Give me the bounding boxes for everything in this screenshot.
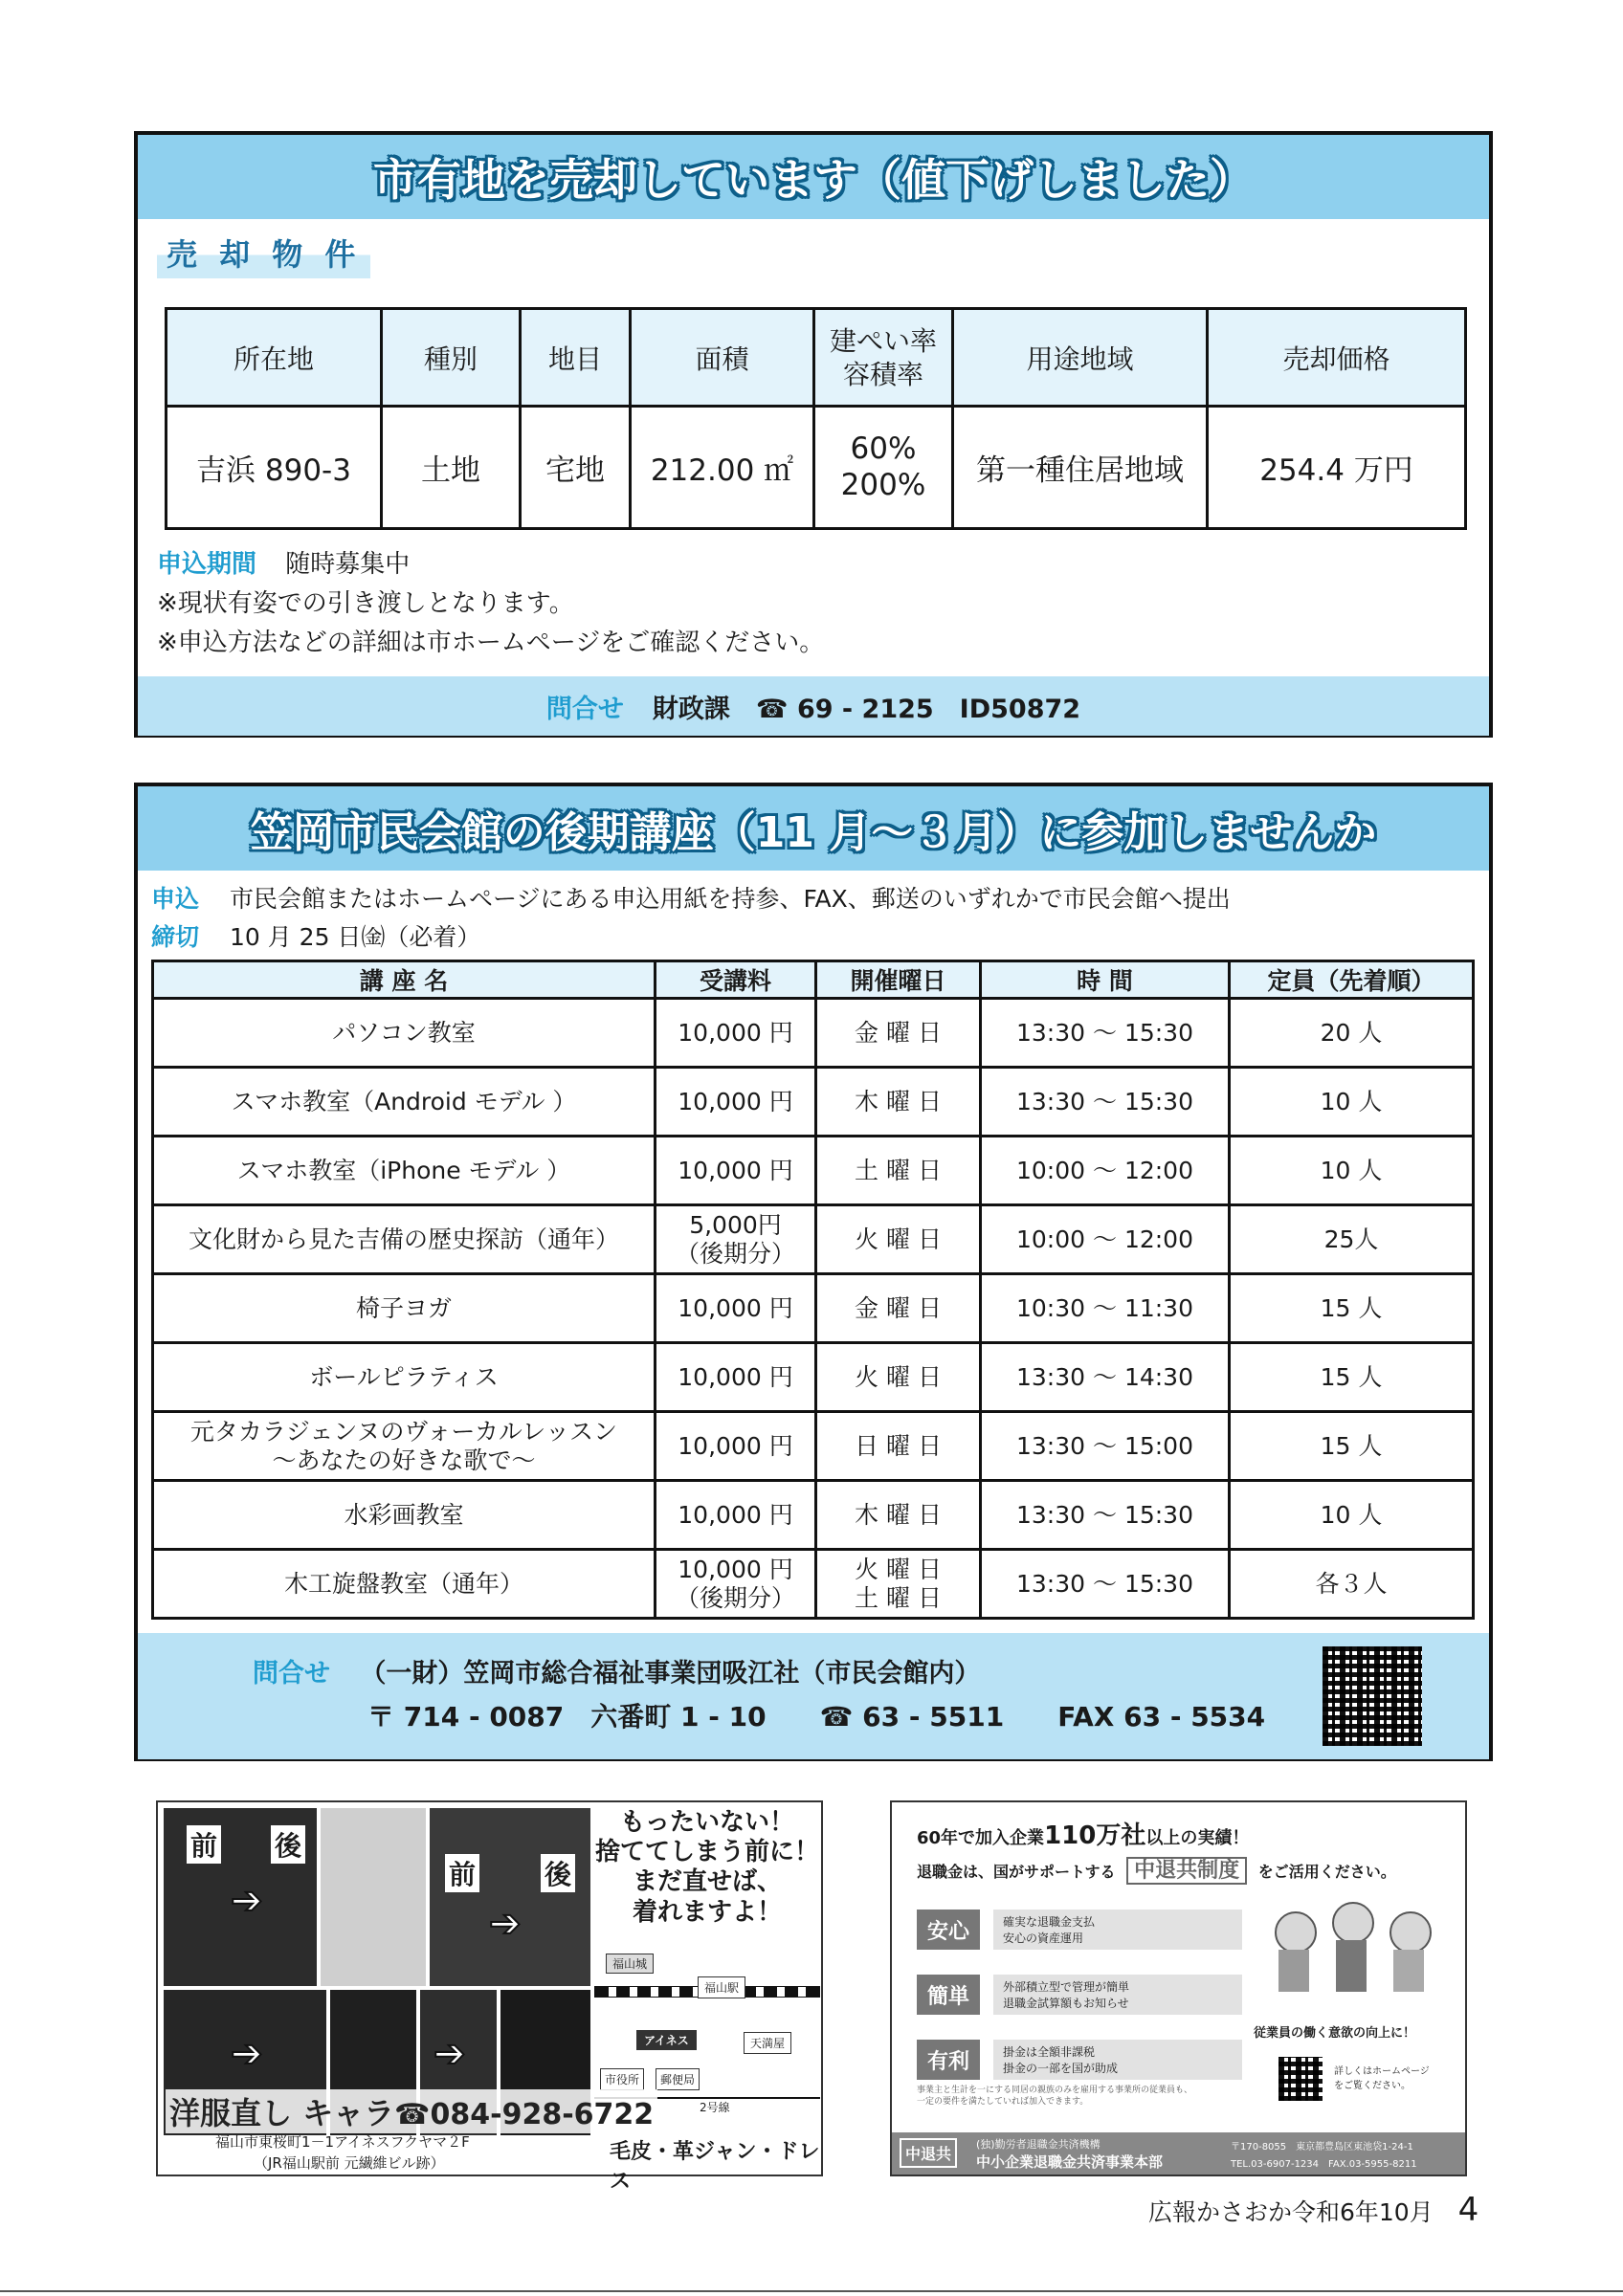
- benefit-text: 確実な退職金支払 安心の資産運用: [993, 1910, 1242, 1950]
- cell-fee: 10,000 円: [656, 1137, 816, 1205]
- bottom-rule: [0, 2290, 1623, 2292]
- arrow-right-icon: ➔: [231, 1879, 263, 1923]
- cell-capacity: 各３人: [1230, 1550, 1474, 1619]
- cell-course-name: 椅子ヨガ: [153, 1274, 656, 1343]
- benefit-label: 簡単: [917, 1975, 980, 2015]
- cell-day: 火 曜 日: [816, 1205, 981, 1274]
- header-day: 開催曜日: [816, 961, 981, 999]
- org-address: 〒170-8055 東京都豊島区東池袋1-24-1: [1231, 2142, 1413, 2152]
- table-row: [153, 1068, 1474, 1137]
- motivation-text: 従業員の働く意欲の向上に！: [1254, 2026, 1416, 2041]
- shop-products: 毛皮・革ジャン・ドレス: [610, 2140, 820, 2194]
- hp-note: 詳しくはホームページ をご覧ください。: [1334, 2066, 1430, 2091]
- header-course-name: 講 座 名: [153, 961, 656, 999]
- cell-land-category: 宅地: [521, 407, 631, 529]
- sub-brand: 中退共制度: [1126, 1857, 1247, 1885]
- cell-course-name: 文化財から見た吉備の歴史探訪（通年）: [153, 1205, 656, 1274]
- property-table: [165, 307, 1467, 530]
- page-number: 4: [1457, 2191, 1479, 2229]
- cell-course-name: スマホ教室（Android モデル ）: [153, 1068, 656, 1137]
- cell-coverage-ratio: 60% 200%: [814, 407, 953, 529]
- cell-time: 13:30 ～ 14:30: [981, 1343, 1230, 1412]
- cell-capacity: 15 人: [1230, 1412, 1474, 1481]
- shop-name-line: [166, 2089, 657, 2133]
- cell-capacity: 10 人: [1230, 1481, 1474, 1550]
- shop-address: 福山市東桜町1－1アイネスフクヤマ２F: [215, 2133, 470, 2151]
- cell-day: 木 曜 日: [816, 1068, 981, 1137]
- table-row: [153, 1343, 1474, 1412]
- contact-label: 問合せ: [545, 694, 624, 724]
- header-time: 時 間: [981, 961, 1230, 999]
- org-line2: 中小企業退職金共済事業本部: [976, 2153, 1164, 2171]
- header-zoning: 用途地域: [953, 309, 1208, 407]
- sub-post: をご活用ください。: [1257, 1863, 1396, 1881]
- fine-print: 事業主と生計を一にする同居の親族のみを雇用する事業所の従業員も、 一定の要件を満たしていれば加入できます。: [917, 2086, 1193, 2107]
- cell-time: 10:30 ～ 11:30: [981, 1274, 1230, 1343]
- apply-text: 市民会館またはホームページにある申込用紙を持参、FAX、郵送のいずれかで市民会館へ提出: [229, 885, 1231, 913]
- map-shop: アイネス: [636, 2030, 697, 2050]
- cell-course-name: 元タカラジェンヌのヴォーカルレッスン ～あなたの好きな歌で～: [153, 1412, 656, 1481]
- header-land-category: 地目: [521, 309, 631, 407]
- header-type: 種別: [382, 309, 521, 407]
- sub-pre: 退職金は、国がサポートする: [917, 1863, 1116, 1881]
- course-title: 笠岡市民会館の後期講座（11 月～３月）に参加しませんか: [138, 786, 1489, 871]
- cell-capacity: 15 人: [1230, 1343, 1474, 1412]
- logo-chutaikyo: 中退共: [900, 2138, 957, 2168]
- headline-post: 以上の実績！: [1145, 1828, 1250, 1848]
- cell-fee: 10,000 円: [656, 1481, 816, 1550]
- cell-course-name: 水彩画教室: [153, 1481, 656, 1550]
- qr-code-icon: [1323, 1646, 1422, 1746]
- cell-capacity: 10 人: [1230, 1137, 1474, 1205]
- headline-num: 110万社: [1044, 1821, 1146, 1850]
- cell-time: 13:30 ～ 15:30: [981, 1550, 1230, 1619]
- benefit-text: 掛金は全額非課税 掛金の一部を国が助成: [993, 2040, 1242, 2080]
- cell-day: 火 曜 日 土 曜 日: [816, 1550, 981, 1619]
- application-period: [157, 544, 410, 580]
- cell-day: 金 曜 日: [816, 1274, 981, 1343]
- cell-course-name: パソコン教室: [153, 999, 656, 1068]
- cell-fee: 10,000 円: [656, 1412, 816, 1481]
- cell-time: 13:30 ～ 15:30: [981, 1068, 1230, 1137]
- label-before-2: 前: [445, 1854, 479, 1892]
- header-price: 売却価格: [1208, 309, 1466, 407]
- benefit-text: 外部積立型で管理が簡単 退職金試算額もお知らせ: [993, 1975, 1242, 2015]
- cell-day: 金 曜 日: [816, 999, 981, 1068]
- slogan-line4: 着れますよ！: [632, 1897, 782, 1927]
- map-tenmaya: 天満屋: [744, 2032, 791, 2054]
- benefit-label: 有利: [917, 2040, 980, 2080]
- land-sale-title: 市有地を売却しています（値下げしました）: [138, 135, 1489, 219]
- cell-time: 13:30 ～ 15:30: [981, 999, 1230, 1068]
- cell-area: 212.00 ㎡: [631, 407, 814, 529]
- photo-dress: [321, 1808, 426, 1986]
- cell-fee: 10,000 円: [656, 1343, 816, 1412]
- cell-course-name: ボールピラティス: [153, 1343, 656, 1412]
- period-value: 随時募集中: [285, 550, 411, 579]
- cell-capacity: 15 人: [1230, 1274, 1474, 1343]
- cell-fee: 10,000 円: [656, 999, 816, 1068]
- table-row: [153, 1274, 1474, 1343]
- shop-phone: ☎084-928-6722: [394, 2098, 655, 2131]
- slogan-line3: まだ直せば、: [632, 1867, 782, 1897]
- cell-fee: 10,000 円: [656, 1068, 816, 1137]
- deadline-label: 締切: [151, 923, 200, 951]
- shop-name: 洋服直し キャラ: [169, 2095, 395, 2131]
- cell-day: 木 曜 日: [816, 1481, 981, 1550]
- org-line1: (独)勤労者退職金共済機構: [976, 2138, 1101, 2151]
- cell-course-name: スマホ教室（iPhone モデル ）: [153, 1137, 656, 1205]
- arrow-right-icon: ➔: [231, 2032, 263, 2076]
- course-contact: [138, 1633, 1489, 1759]
- header-capacity: 定員（先着順）: [1230, 961, 1474, 999]
- cell-fee: 5,000円 （後期分）: [656, 1205, 816, 1274]
- slogan-line1: もったいない！: [619, 1808, 794, 1837]
- table-row: [153, 1550, 1474, 1619]
- land-sale-contact: [138, 676, 1489, 736]
- table-row: [153, 1205, 1474, 1274]
- qr-code-icon: [1278, 2057, 1323, 2101]
- cell-course-name: 木工旋盤教室（通年）: [153, 1550, 656, 1619]
- ad2-headline: [917, 1816, 1249, 1851]
- tailoring-ad: [156, 1800, 823, 2194]
- slogan-line2: 捨ててしまう前に！: [594, 1838, 819, 1867]
- header-area: 面積: [631, 309, 814, 407]
- note-as-is: ※現状有姿での引き渡しとなります。: [157, 589, 574, 618]
- map-castle: 福山城: [606, 1954, 654, 1974]
- contact-text: 財政課 ☎ 69 - 2125 ID50872: [652, 694, 1081, 724]
- photo-jacket: [430, 1808, 590, 1986]
- cell-time: 10:00 ～ 12:00: [981, 1137, 1230, 1205]
- cell-time: 10:00 ～ 12:00: [981, 1205, 1230, 1274]
- org-tel-fax: TEL.03-6907-1234 FAX.03-5955-8211: [1231, 2159, 1417, 2170]
- map-post-office: 郵便局: [656, 2068, 700, 2090]
- cell-fee: 10,000 円 （後期分）: [656, 1550, 816, 1619]
- header-coverage-ratio: 建ぺい率 容積率: [814, 309, 953, 407]
- period-label: 申込期間: [157, 550, 257, 579]
- course-section: [134, 783, 1493, 1761]
- cell-time: 13:30 ～ 15:00: [981, 1412, 1230, 1481]
- course-contact-label: 問合せ: [253, 1659, 330, 1689]
- slogan: [594, 1808, 820, 1928]
- label-before: 前: [187, 1825, 221, 1864]
- publication-name: 広報かさおか令和6年10月: [1148, 2198, 1434, 2226]
- note-details: ※申込方法などの詳細は市ホームページをご確認ください。: [157, 629, 825, 657]
- table-row: [153, 1481, 1474, 1550]
- cell-price: 254.4 万円: [1208, 407, 1466, 529]
- publication-footer: [1148, 2191, 1478, 2229]
- arrow-right-icon: ➔: [434, 2032, 466, 2076]
- map-station: 福山駅: [698, 1976, 745, 1998]
- cell-time: 13:30 ～ 15:30: [981, 1481, 1230, 1550]
- cell-capacity: 25人: [1230, 1205, 1474, 1274]
- cell-capacity: 20 人: [1230, 999, 1474, 1068]
- arrow-right-icon: ➔: [489, 1902, 522, 1946]
- cell-fee: 10,000 円: [656, 1274, 816, 1343]
- mascot-characters-icon: [1265, 1902, 1437, 1998]
- ad2-sub: [917, 1854, 1396, 1884]
- table-row: [153, 1412, 1474, 1481]
- header-location: 所在地: [167, 309, 382, 407]
- label-after-2: 後: [541, 1854, 575, 1892]
- land-sale-subtitle: 売 却 物 件: [157, 227, 370, 278]
- header-fee: 受講料: [656, 961, 816, 999]
- map-route: 2号線: [700, 2101, 730, 2114]
- course-contact-line1: （一財）笠岡市総合福祉事業団吸江社（市民会館内）: [360, 1659, 981, 1689]
- apply-line: [151, 880, 1231, 915]
- benefit-label: 安心: [917, 1910, 980, 1950]
- table-row: [153, 999, 1474, 1068]
- ad2-footer: [892, 2132, 1465, 2175]
- cell-capacity: 10 人: [1230, 1068, 1474, 1137]
- cell-day: 火 曜 日: [816, 1343, 981, 1412]
- cell-day: 日 曜 日: [816, 1412, 981, 1481]
- cell-zoning: 第一種住居地域: [953, 407, 1208, 529]
- headline-pre: 60年で加入企業: [917, 1828, 1045, 1848]
- map-city-hall: 市役所: [600, 2068, 644, 2090]
- cell-type: 土地: [382, 407, 521, 529]
- course-table: [151, 960, 1475, 1620]
- deadline-text: 10 月 25 日㈮（必着）: [229, 923, 481, 951]
- land-sale-section: [134, 131, 1493, 738]
- cell-day: 土 曜 日: [816, 1137, 981, 1205]
- shop-address-note: （JR福山駅前 元繊維ビル跡）: [254, 2154, 445, 2172]
- label-after: 後: [271, 1825, 305, 1864]
- apply-label: 申込: [151, 885, 200, 913]
- deadline-line: [151, 918, 480, 953]
- course-contact-line2: 〒 714 - 0087 六番町 1 - 10 ☎ 63 - 5511 FAX 63 - 5534: [367, 1701, 1266, 1733]
- cell-location: 吉浜 890-3: [167, 407, 382, 529]
- retirement-fund-ad: [890, 1800, 1467, 2176]
- table-row: [153, 1137, 1474, 1205]
